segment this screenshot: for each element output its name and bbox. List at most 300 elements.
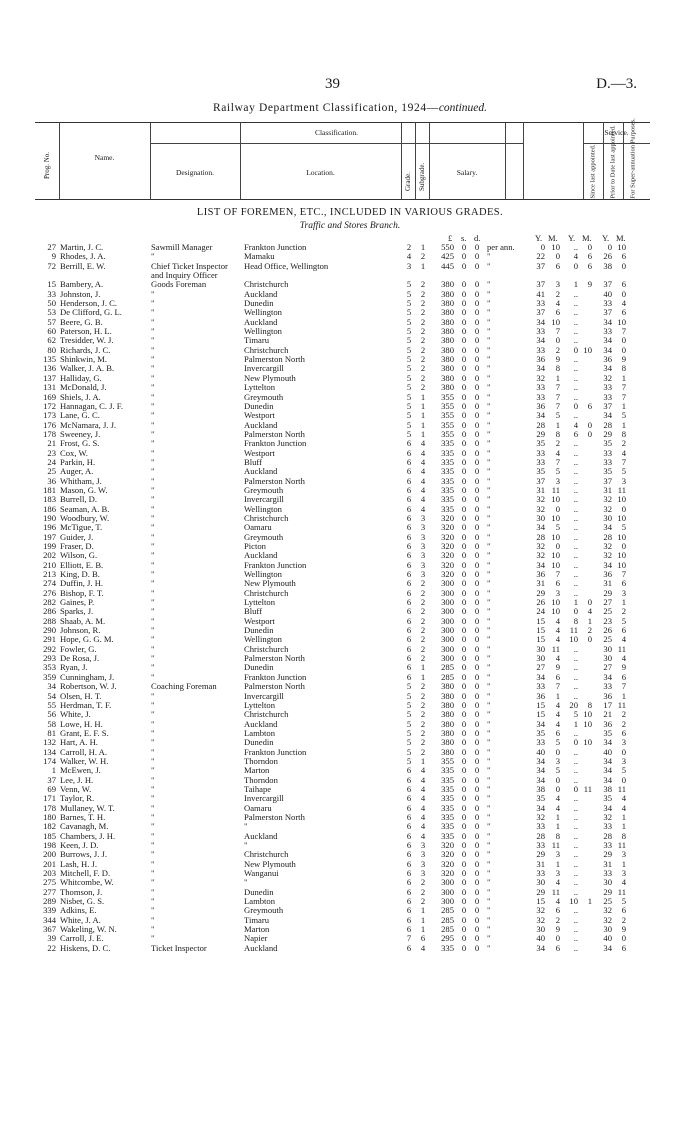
super-years: 31 — [603, 484, 612, 495]
designation: " — [151, 344, 155, 355]
employee-name: Taylor, R. — [60, 793, 95, 804]
salary-pounds: 320 — [441, 858, 454, 869]
salary-pounds: 445 — [441, 260, 454, 271]
employee-name: Cox, W. — [60, 447, 88, 458]
subgrade: 3 — [420, 512, 426, 523]
salary-pence: 0 — [474, 905, 480, 916]
salary-pence: 0 — [474, 260, 480, 271]
prog-no: 353 — [43, 662, 56, 673]
prog-no: 359 — [43, 671, 56, 682]
prior-years: .. — [573, 746, 578, 757]
super-months: 0 — [621, 260, 626, 271]
salary-shillings: 0 — [461, 886, 467, 897]
subgrade: 2 — [420, 606, 426, 617]
designation: " — [151, 541, 155, 551]
super-months: 6 — [621, 671, 626, 682]
prog-no: 277 — [43, 886, 56, 897]
shilling-unit: s. — [461, 233, 467, 243]
grade: 4 — [406, 251, 412, 262]
subgrade: 2 — [420, 354, 426, 365]
since-last-years: 33 — [536, 298, 545, 309]
designation: " — [151, 484, 155, 495]
salary-pounds: 355 — [441, 391, 454, 402]
super-years: 34 — [603, 363, 612, 374]
grade: 6 — [406, 802, 412, 813]
prior-years: .. — [573, 653, 578, 664]
since-last-months: 4 — [555, 298, 560, 309]
location: Auckland — [244, 830, 278, 841]
prior-years: .. — [573, 877, 578, 888]
employee-name: Parkin, H. — [60, 456, 96, 467]
since-last-months: 7 — [555, 569, 560, 580]
prior-years: 1 — [573, 718, 578, 729]
location: Christchurch — [244, 709, 289, 720]
subgrade: 4 — [420, 783, 426, 794]
since-last-years: 33 — [536, 382, 545, 393]
prog-no: 136 — [43, 363, 56, 374]
designation: Sawmill Manager — [151, 242, 213, 252]
salary-pounds: 300 — [441, 886, 454, 897]
since-last-years: 35 — [536, 793, 545, 804]
super-months: 3 — [621, 587, 626, 598]
table-row — [0, 542, 700, 551]
super-months: 3 — [621, 475, 626, 486]
salary-period: " — [487, 578, 491, 589]
super-years: 34 — [603, 942, 612, 953]
prior-months: 1 — [587, 615, 592, 626]
location: Greymouth — [244, 484, 284, 495]
super-years: 36 — [603, 690, 612, 701]
since-last-months: 11 — [551, 886, 560, 897]
prior-years: .. — [573, 372, 578, 383]
since-last-months: 0 — [555, 746, 560, 757]
employee-name: Olsen, H. T. — [60, 690, 102, 701]
prior-years: .. — [573, 354, 578, 365]
super-years: 27 — [603, 662, 612, 673]
employee-name: Rhodes, J. A. — [60, 251, 106, 262]
prior-years: .. — [573, 821, 578, 832]
since-last-years: 31 — [536, 578, 545, 589]
location: Christchurch — [244, 344, 289, 355]
title-continued: continued. — [438, 102, 488, 114]
designation: " — [151, 578, 155, 589]
subgrade: 2 — [420, 690, 426, 701]
super-years: 32 — [603, 550, 612, 561]
since-last-years: 15 — [536, 709, 545, 720]
salary-period: " — [487, 475, 491, 486]
prior-years: .. — [573, 522, 578, 533]
location: Wellington — [244, 634, 282, 645]
grade: 5 — [406, 298, 412, 309]
salary-period: " — [487, 849, 491, 860]
super-years: 35 — [603, 793, 612, 804]
since-last-header: Since last appointed. — [589, 144, 597, 199]
salary-pence: 0 — [474, 503, 480, 514]
subgrade: 4 — [420, 830, 426, 841]
subgrade: 4 — [420, 503, 426, 514]
since-last-months: 8 — [555, 363, 560, 374]
salary-pounds: 320 — [441, 840, 454, 850]
salary-shillings: 0 — [461, 335, 467, 346]
salary-pounds: 380 — [441, 335, 454, 346]
grade: 6 — [406, 662, 412, 673]
subgrade: 2 — [420, 615, 426, 626]
salary-pounds: 285 — [441, 662, 454, 673]
location: Palmerston North — [244, 653, 305, 664]
super-months: 6 — [621, 578, 626, 589]
salary-shillings: 0 — [461, 400, 467, 411]
grade: 5 — [406, 699, 412, 710]
super-months: 7 — [621, 681, 626, 692]
designation: " — [151, 550, 155, 561]
since-last-months: 6 — [555, 942, 560, 953]
super-years: 34 — [603, 410, 612, 421]
designation: " — [151, 877, 155, 888]
location: Marton — [244, 924, 270, 935]
salary-shillings: 0 — [461, 242, 467, 252]
super-years: 34 — [603, 344, 612, 355]
prior-years: .. — [573, 830, 578, 841]
prior-years: .. — [573, 456, 578, 467]
salary-pence: 0 — [474, 811, 480, 822]
super-years: 34 — [603, 559, 612, 570]
since-last-months: 4 — [555, 699, 560, 710]
prog-no: 190 — [43, 512, 56, 523]
employee-name: Whitham, J. — [60, 475, 102, 486]
location: Timaru — [244, 914, 269, 925]
employee-name: Cavanagh, M. — [60, 821, 109, 832]
since-last-years: 36 — [536, 400, 545, 411]
grade: 5 — [406, 681, 412, 692]
salary-period: " — [487, 335, 491, 346]
super-years: 34 — [603, 755, 612, 766]
designation: " — [151, 774, 155, 785]
since-last-years: 33 — [536, 840, 545, 850]
designation: " — [151, 896, 155, 907]
salary-period: " — [487, 344, 491, 355]
salary-pounds: 380 — [441, 344, 454, 355]
super-years: 28 — [603, 830, 612, 841]
salary-pence: 0 — [474, 447, 480, 458]
super-years: 40 — [603, 288, 612, 299]
employee-name: Adkins, E. — [60, 905, 97, 916]
grade: 5 — [406, 709, 412, 720]
since-last-months: 3 — [555, 849, 560, 860]
subgrade: 4 — [420, 456, 426, 467]
table-row — [0, 710, 700, 719]
since-last-months: 9 — [555, 924, 560, 935]
since-last-months: 10 — [551, 531, 560, 542]
salary-pence: 0 — [474, 484, 480, 495]
grade: 3 — [406, 260, 412, 271]
salary-period: " — [487, 877, 491, 888]
table-row — [0, 551, 700, 560]
grade: 5 — [406, 419, 412, 430]
subgrade: 4 — [420, 466, 426, 477]
prior-months: 0 — [587, 428, 592, 439]
super-years: 34 — [603, 765, 612, 776]
super-years: 35 — [603, 438, 612, 449]
since-last-years: 34 — [536, 335, 545, 346]
subgrade: 4 — [420, 821, 426, 832]
since-last-months: 5 — [555, 522, 560, 533]
prior-months: 8 — [587, 699, 592, 710]
location: Lambton — [244, 896, 276, 907]
salary-pence: 0 — [474, 400, 480, 411]
salary-shillings: 0 — [461, 858, 467, 869]
subgrade: 2 — [420, 625, 426, 636]
subgrade: 2 — [420, 279, 426, 290]
salary-pounds: 380 — [441, 690, 454, 701]
designation: " — [151, 914, 155, 925]
since-last-years: 30 — [536, 877, 545, 888]
salary-shillings: 0 — [461, 774, 467, 785]
salary-shillings: 0 — [461, 307, 467, 318]
super-years: 37 — [603, 307, 612, 318]
since-last-years: 37 — [536, 307, 545, 318]
prog-no: 135 — [43, 354, 56, 365]
table-row — [0, 776, 700, 785]
prior-months: 2 — [587, 625, 592, 636]
salary-shillings: 0 — [461, 512, 467, 523]
designation: " — [151, 625, 155, 636]
location: Thorndon — [244, 774, 278, 785]
prog-no: 21 — [47, 438, 56, 449]
salary-pence: 0 — [474, 279, 480, 290]
since-last-months: 7 — [555, 391, 560, 402]
prior-years: 0 — [573, 737, 578, 748]
salary-pence: 0 — [474, 653, 480, 664]
salary-shillings: 0 — [461, 942, 467, 953]
prior-years: .. — [573, 382, 578, 393]
grade: 6 — [406, 438, 412, 449]
salary-pounds: 380 — [441, 298, 454, 309]
super-years: 36 — [603, 569, 612, 580]
designation: " — [151, 400, 155, 411]
salary-period: " — [487, 765, 491, 776]
salary-shillings: 0 — [461, 914, 467, 925]
subgrade: 4 — [420, 475, 426, 486]
salary-pence: 0 — [474, 410, 480, 421]
prog-no: 292 — [43, 643, 56, 654]
salary-shillings: 0 — [461, 391, 467, 402]
salary-period: " — [487, 372, 491, 383]
since-last-years: 32 — [536, 372, 545, 383]
table-row — [0, 832, 700, 841]
salary-shillings: 0 — [461, 419, 467, 430]
salary-pence: 0 — [474, 494, 480, 505]
since-last-months: 1 — [555, 419, 560, 430]
prog-no: 178 — [43, 428, 56, 439]
designation: Ticket Inspector — [151, 942, 207, 953]
since-last-months: 3 — [555, 868, 560, 879]
prog-no: 33 — [47, 288, 56, 299]
super-months: 1 — [621, 690, 626, 701]
employee-name: White, J. A. — [60, 914, 101, 925]
super-years: 40 — [603, 933, 612, 944]
salary-pounds: 380 — [441, 288, 454, 299]
since-last-years: 34 — [536, 774, 545, 785]
salary-pence: 0 — [474, 606, 480, 617]
salary-pence: 0 — [474, 681, 480, 692]
designation: " — [151, 298, 155, 309]
location: Bluff — [244, 456, 262, 467]
super-months: 10 — [617, 316, 626, 327]
employee-name: Gaines, P. — [60, 597, 95, 608]
table-row — [0, 421, 700, 430]
salary-period: " — [487, 447, 491, 458]
subgrade: 2 — [420, 344, 426, 355]
since-last-years: 30 — [536, 512, 545, 523]
since-last-months: 10 — [551, 597, 560, 608]
prior-years: .. — [573, 531, 578, 542]
salary-shillings: 0 — [461, 924, 467, 935]
table-row — [0, 533, 700, 542]
designation: " — [151, 830, 155, 841]
salary-pence: 0 — [474, 709, 480, 720]
subgrade: 1 — [420, 924, 426, 935]
subgrade: 1 — [420, 428, 426, 439]
since-last-years: 33 — [536, 821, 545, 832]
salary-pounds: 335 — [441, 942, 454, 953]
super-years: 36 — [603, 718, 612, 729]
super-months: 3 — [621, 755, 626, 766]
super-months: 0 — [621, 335, 626, 346]
employee-name: Henderson, J. C. — [60, 298, 118, 309]
since-last-months: 7 — [555, 681, 560, 692]
prog-no: 213 — [43, 569, 56, 580]
prog-no: 54 — [47, 690, 56, 701]
prog-no: 72 — [47, 260, 56, 271]
super-years: 33 — [603, 821, 612, 832]
salary-shillings: 0 — [461, 737, 467, 748]
prog-no: 169 — [43, 391, 56, 402]
salary-pounds: 335 — [441, 811, 454, 822]
salary-pounds: 380 — [441, 737, 454, 748]
table-row — [0, 607, 700, 616]
super-years: 33 — [603, 681, 612, 692]
grade: 6 — [406, 475, 412, 486]
salary-pence: 0 — [474, 372, 480, 383]
salary-period: " — [487, 391, 491, 402]
salary-shillings: 0 — [461, 550, 467, 561]
subgrade: 2 — [420, 335, 426, 346]
location: Invercargill — [244, 363, 284, 374]
salary-pounds: 335 — [441, 484, 454, 495]
subgrade: 2 — [420, 298, 426, 309]
location: Wellington — [244, 569, 282, 580]
subgrade: 2 — [420, 597, 426, 608]
prog-no: 198 — [43, 840, 56, 850]
salary-pounds: 335 — [441, 821, 454, 832]
prior-years: .. — [573, 811, 578, 822]
location: " — [244, 877, 248, 888]
location: Palmerston North — [244, 681, 305, 692]
super-months: 8 — [621, 830, 626, 841]
since-last-months: 4 — [555, 896, 560, 907]
salary-pounds: 285 — [441, 905, 454, 916]
grade: 6 — [406, 503, 412, 514]
salary-period: " — [487, 830, 491, 841]
super-months: 3 — [621, 737, 626, 748]
grade: 6 — [406, 877, 412, 888]
employee-name: Carroll, H. A. — [60, 746, 108, 757]
designation: " — [151, 671, 155, 682]
location: Christchurch — [244, 643, 289, 654]
salary-pence: 0 — [474, 382, 480, 393]
table-row — [0, 561, 700, 570]
salary-pence: 0 — [474, 512, 480, 523]
prog-no: 288 — [43, 615, 56, 626]
super-years: 27 — [603, 597, 612, 608]
salary-shillings: 0 — [461, 933, 467, 944]
super-months: 5 — [621, 615, 626, 626]
super-months: 2 — [621, 914, 626, 925]
super-months: 9 — [621, 354, 626, 365]
designation: " — [151, 811, 155, 822]
salary-shillings: 0 — [461, 410, 467, 421]
location: Thorndon — [244, 755, 278, 766]
since-last-months: 11 — [551, 643, 560, 654]
prog-no: 290 — [43, 625, 56, 636]
super-years: 32 — [603, 541, 612, 551]
salary-pence: 0 — [474, 363, 480, 374]
since-last-years: 32 — [536, 503, 545, 514]
salary-pounds: 320 — [441, 550, 454, 561]
location: Invercargill — [244, 690, 284, 701]
since-last-months: 1 — [555, 858, 560, 869]
since-last-months: 6 — [555, 905, 560, 916]
table-row — [0, 514, 700, 523]
salary-pounds: 320 — [441, 522, 454, 533]
subgrade: 1 — [420, 400, 426, 411]
salary-period: " — [487, 456, 491, 467]
super-months: 6 — [621, 251, 626, 262]
employee-name: Seaman, A. B. — [60, 503, 110, 514]
super-months: 0 — [621, 774, 626, 785]
prior-months: 10 — [583, 709, 592, 720]
salary-pounds: 320 — [441, 868, 454, 879]
grade: 5 — [406, 326, 412, 337]
since-last-years: 32 — [536, 811, 545, 822]
salary-shillings: 0 — [461, 849, 467, 860]
salary-pounds: 380 — [441, 326, 454, 337]
salary-period: " — [487, 783, 491, 794]
salary-shillings: 0 — [461, 671, 467, 682]
table-row — [0, 729, 700, 738]
salary-period: " — [487, 279, 491, 290]
table-row — [0, 897, 700, 906]
since-last-years: 26 — [536, 597, 545, 608]
prior-years: .. — [573, 868, 578, 879]
table-row — [0, 486, 700, 495]
prog-no: 276 — [43, 587, 56, 598]
employee-name: De Clifford, G. L. — [60, 307, 122, 318]
designation: " — [151, 840, 155, 850]
grade: 6 — [406, 830, 412, 841]
super-years: 30 — [603, 512, 612, 523]
employee-name: Burrell, D. — [60, 494, 97, 505]
prior-years: .. — [573, 447, 578, 458]
employee-name: Sparks, J. — [60, 606, 94, 617]
prog-no: 23 — [47, 447, 56, 458]
prog-no: 171 — [43, 793, 56, 804]
super-months: 2 — [621, 709, 626, 720]
super-years: 29 — [603, 849, 612, 860]
designation: " — [151, 466, 155, 477]
salary-pounds: 320 — [441, 569, 454, 580]
prog-no: 81 — [47, 727, 56, 738]
